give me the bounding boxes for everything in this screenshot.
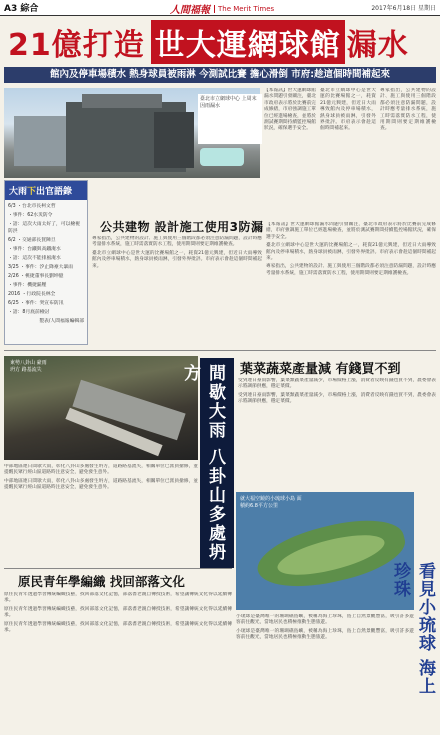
sidebox-body: 6/3 ・台北市長柯文哲 ・事件：62水災防令 ・語：這次大雨太好了，可以檢視防洪 6/2 ・交通部長賀陳旦 ・事件：台鐵與高鐵淹水 ・語：這次不能排風淹水 3/25 ・事件：汐止降豪大暴雨 2/26 ・桃捷董事長劉坤億 ・事件：機捷漏壓 2016 ・行政院長林全 6/25 ・事件：突宣布防汛 ・語：8月底前檢討 製表/人間福報編輯部 [8,204,84,324]
island-headline: 看見小琉球 海上珍珠 [390,562,435,695]
issue-date: 2017年6月18日 星期日 [371,5,436,12]
quotes-sidebox [4,180,88,345]
landslide-caption: 東勢八卦山 豪雨坍方 路基流失 [10,360,47,373]
article-col-waterproof-2: 【本報訊】世大運網球館漏水問題引發關注，臺北市政府表示將於比賽前完成修繕，市府強調施工單位已經進場檢查，並將於測試賽期間持續監控場館狀況，確保選手安全。 臺北市立網球中心是世大運的比賽場館之一，耗資21億元興建，但近日大雨導致館內及停車場積水，熱身球員被雨淋，引發外界批評。市府表示會趁這個時間補起來。 專家指出，公共建物的設計、施工與使用三個階段都必須注意防漏問題，設計時應考量排水系統，施工時需落實防水工程，使用期間則要定期維護檢查。 [266,222,436,276]
paper-name: 人間福報 [170,5,210,16]
section-divider [4,350,436,351]
paper-logo [170,1,274,16]
article-col-island: 小琉球是臺灣唯一的珊瑚礁島嶼，被稱為海上珍珠，島上自然景觀豐富，吸引許多遊客前往觀光，當地居民也積極推動生態旅遊。 小琉球是臺灣唯一的珊瑚礁島嶼，被稱為海上珍珠，島上自然景觀豐富，吸引許多遊客前往觀光，當地居民也積極推動生態旅遊。 [236,614,414,641]
island-caption: 就大福空鏡的小琉球小島 面積約6.8平方公里 [240,496,302,509]
article-col-waterproof: 專家指出，公共建物的設計、施工與使用三個階段都必須注意防漏問題，設計時應考量排水系統，施工時需落實防水工程，使用期間則要定期維護檢查。 臺北市立網球中心是世大運的比賽場館之一，耗資21億元興建，但近日大雨導致館內及停車場積水，熱身球員被雨淋，引發外界批評。市府表示會趁這個時間補起來。 [92,236,262,269]
article-col-landslide: 中部地區連日間歇大雨，彰化八卦山多處發生坍方，道路路基流失，相關單位已派員搶修，並提醒民眾行經山區道路時注意安全，避免發生意外。 中部地區連日間歇大雨，彰化八卦山多處發生坍方，道路路基流失，相關單位已派員搶修，並提醒民眾行經山區道路時注意安全，避免發生意外。 [4,464,198,491]
article-col-b: 臺北市立網球中心是世大運的比賽場館之一，耗資21億元興建，但近日大雨導致館內及停車場積水，熱身球員被雨淋，引發外界批評。市府表示會趁這個時間補起來。 [320,88,376,132]
section-title-waterproof: 公共建物 設計施工使用3防漏 [100,220,264,234]
article-col-a: 【本報訊】世大運網球館漏水問題引發關注，臺北市政府表示將於比賽前完成修繕，市府強調施工單位已經進場檢查，並將於測試賽期間持續監控場館狀況，確保選手安全。 [264,88,316,132]
paper-name-en: The Merit Times [214,5,274,13]
indigenous-headline: 原民青年學編織 找回部落文化 [18,574,185,589]
section-label: A3 綜合 [4,4,39,14]
sidebox-title: 大雨下出官語錄 [5,181,87,200]
section-divider-2 [4,568,232,569]
subheadline: 館內及停車場積水 熱身球員被雨淋 今測試比賽 擔心滑倒 市府:趁這個時間補起來 [4,67,436,83]
veg-headline: 葉菜蔬菜產量減 有錢買不到 [240,362,401,377]
headline-part1: 21億打造 [8,28,145,63]
masthead [0,0,440,16]
article-col-indigenous: 原住民青年透過學習傳統編織技藝，找回部落文化記憶，部落耆老親自傳授技術，希望讓傳統文化得以延續傳承。 原住民青年透過學習傳統編織技藝，找回部落文化記憶，部落耆老親自傳授技術，希望讓傳統文化得以延續傳承。 原住民青年透過學習傳統編織技藝，找回部落文化記憶，部落耆老親自傳授技術，希望讓傳統文化得以延續傳承。 [4,592,232,634]
headline-part2: 世大運網球館 [151,20,345,64]
article-col-veg: 受到連日豪雨影響，葉菜類蔬菜產量減少，市場價格上漲，消費者反映有錢也買不到，農委會表示將調節供應，穩定菜價。 受到連日豪雨影響，葉菜類蔬菜產量減少，市場價格上漲，消費者反映有錢也買不到，農委會表示將調節供應，穩定菜價。 [238,378,436,405]
landslide-headline: 間歇大雨 八卦山多處坍方 [200,358,234,568]
headline-part3: 漏水 [346,28,409,63]
article-col-c: 專家指出，公共建物的設計、施工與使用三個階段都必須注意防漏問題，設計時應考量排水系統，施工時需落實防水工程，使用期間則要定期維護檢查。 [380,88,436,132]
main-headline [4,20,436,64]
photo-caption: 臺北市立網球中心 上周末因雨漏水 [198,94,262,144]
